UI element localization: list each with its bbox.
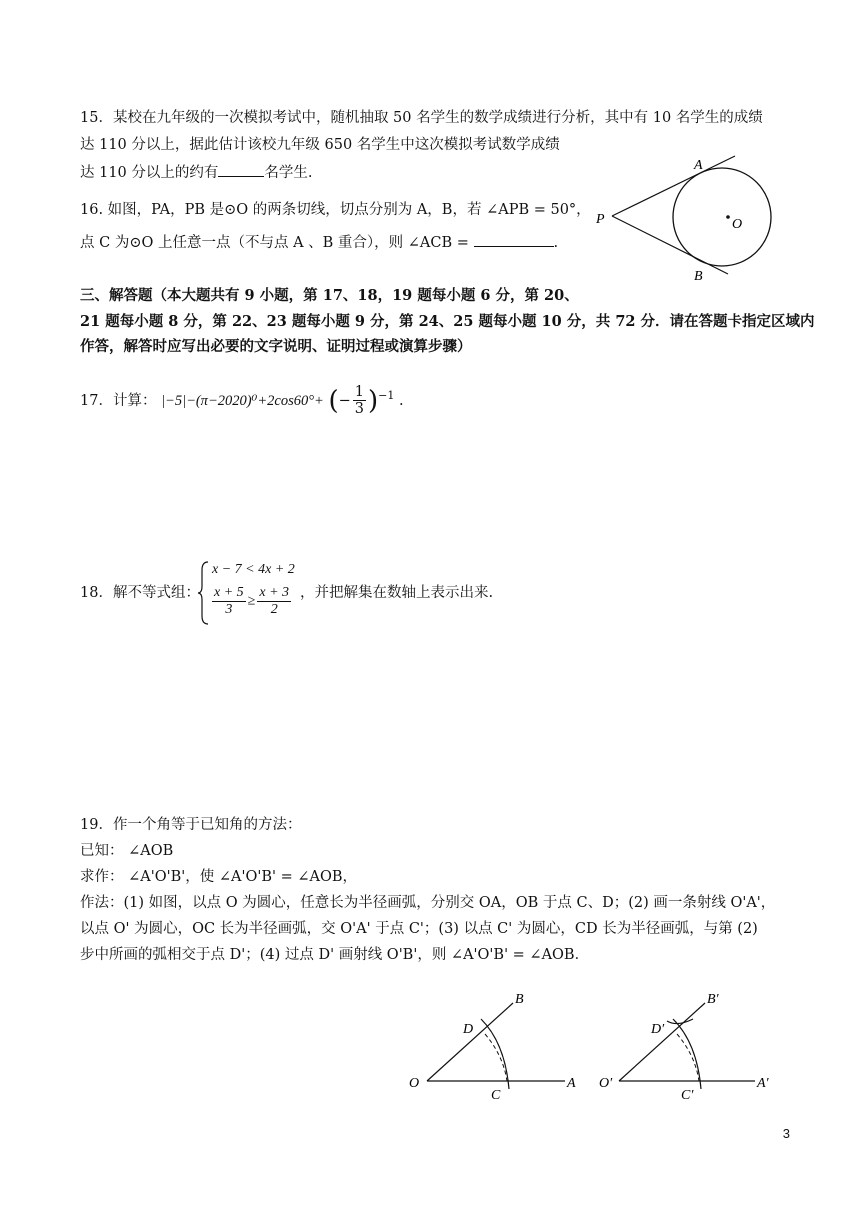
q17-prefix: 17．计算： [80, 392, 157, 409]
q15-line3 [80, 162, 313, 183]
q17-paren-close: ) [367, 385, 379, 416]
q17-frac-sign: − [338, 392, 351, 409]
q18-ineq2-left [212, 585, 246, 618]
q17-end: . [398, 392, 404, 409]
q18-ineq1: x − 7 < 4x + 2 [212, 562, 295, 577]
label-o2: O′ [599, 1076, 613, 1091]
label-o: O [732, 217, 743, 232]
q17-frac-num: 1 [354, 384, 364, 401]
q16-line2-end: . [553, 235, 559, 251]
q15-answer-blank[interactable] [218, 162, 264, 177]
label-a1: A [567, 1076, 576, 1091]
center-dot [726, 215, 730, 219]
ray-ob-prime [619, 1003, 705, 1081]
q19-line3: 求作： ∠A'O'B'，使 ∠A'O'B' = ∠AOB， [80, 869, 357, 885]
page-number: 3 [782, 1126, 790, 1141]
arc-intersect [667, 1019, 693, 1024]
label-c2: C′ [681, 1088, 694, 1103]
q17-expr: |−5|−(π−2020)⁰+2cos60°+ [161, 392, 324, 409]
label-a2: A′ [757, 1076, 769, 1091]
q17 [80, 378, 404, 418]
q18-left-den: 3 [225, 602, 233, 617]
q19-line6: 步中所画的弧相交于点 D'；(4) 过点 D' 画射线 O'B'，则 ∠A'O'B' = ∠AOB． [80, 947, 590, 963]
label-b1: B [515, 992, 524, 1007]
q15-line2: 达 110 分以上，据此估计该校九年级 650 名学生中这次模拟考试数学成绩 [80, 137, 560, 153]
section3-line2: 21 题每小题 8 分，第 22、23 题每小题 9 分，第 24、25 题每小题 10 分，共 72 分．请在答题卡指定区域内 [80, 313, 815, 330]
angle-figure-original [405, 985, 590, 1107]
section3-line3: 作答，解答时应写出必要的文字说明、证明过程或演算步骤） [80, 338, 472, 355]
label-b2: B′ [707, 992, 719, 1007]
label-c1: C [491, 1088, 501, 1103]
q16-answer-blank[interactable] [474, 232, 554, 247]
q18-right-num: x + 3 [259, 585, 290, 600]
label-o1: O [409, 1076, 420, 1091]
q15-line3-b: 名学生. [264, 165, 313, 181]
circle-o [673, 168, 771, 266]
q18-rel: ≥ [247, 593, 256, 609]
tangent-pb [612, 216, 728, 274]
q18-right-den: 2 [270, 602, 278, 617]
arc-cd [481, 1019, 509, 1089]
q15-line3-a: 达 110 分以上的约有 [80, 165, 219, 181]
label-b: B [694, 269, 703, 284]
q18-left-num: x + 5 [214, 585, 244, 600]
q15-line1: 15．某校在九年级的一次模拟考试中，随机抽取 50 名学生的数学成绩进行分析，其中有 10 名学生的成绩 [80, 110, 763, 126]
label-d1: D [463, 1022, 474, 1037]
arc-cd-prime [673, 1019, 701, 1089]
q19-line2: 已知： ∠AOB [80, 843, 174, 859]
label-d2: D′ [651, 1022, 665, 1037]
q19-line4: 作法：(1) 如图，以点 O 为圆心，任意长为半径画弧，分别交 OA，OB 于点 C、D；(2) 画一条射线 O'A'， [80, 895, 776, 911]
q16-line2-text: 点 C 为⊙O 上任意一点（不与点 A 、B 重合），则 ∠ACB = [80, 235, 469, 251]
tangent-circle-figure [590, 150, 790, 285]
q19-line5: 以点 O' 为圆心，OC 长为半径画弧，交 O'A' 于点 C'；(3) 以点 C' 为圆心，CD 长为半径画弧，与第 (2) [80, 921, 758, 937]
ray-ob [427, 1003, 513, 1081]
q18-suffix: ，并把解集在数轴上表示出来. [300, 585, 494, 601]
q17-exp: −1 [378, 389, 395, 402]
label-p: P [596, 212, 605, 227]
q16-line2 [80, 232, 558, 253]
label-a: A [694, 158, 703, 173]
q18-ineq2-right [257, 585, 291, 618]
q18-brace [198, 560, 210, 626]
q17-frac [353, 384, 366, 417]
q19-line1: 19．作一个角等于已知角的方法： [80, 817, 302, 833]
q18-ineq2 [210, 585, 293, 618]
angle-figure-constructed [595, 985, 785, 1107]
q17-paren-open: ( [328, 385, 339, 416]
q16-line1: 16. 如图，PA，PB 是⊙O 的两条切线，切点分别为 A，B，若 ∠APB = 50°， [80, 202, 591, 218]
q18-prefix: 18．解不等式组： [80, 585, 200, 601]
section3-line1: 三、解答题（本大题共有 9 小题，第 17、18，19 题每小题 6 分，第 20、 [80, 287, 579, 304]
q17-frac-den: 3 [354, 401, 364, 418]
